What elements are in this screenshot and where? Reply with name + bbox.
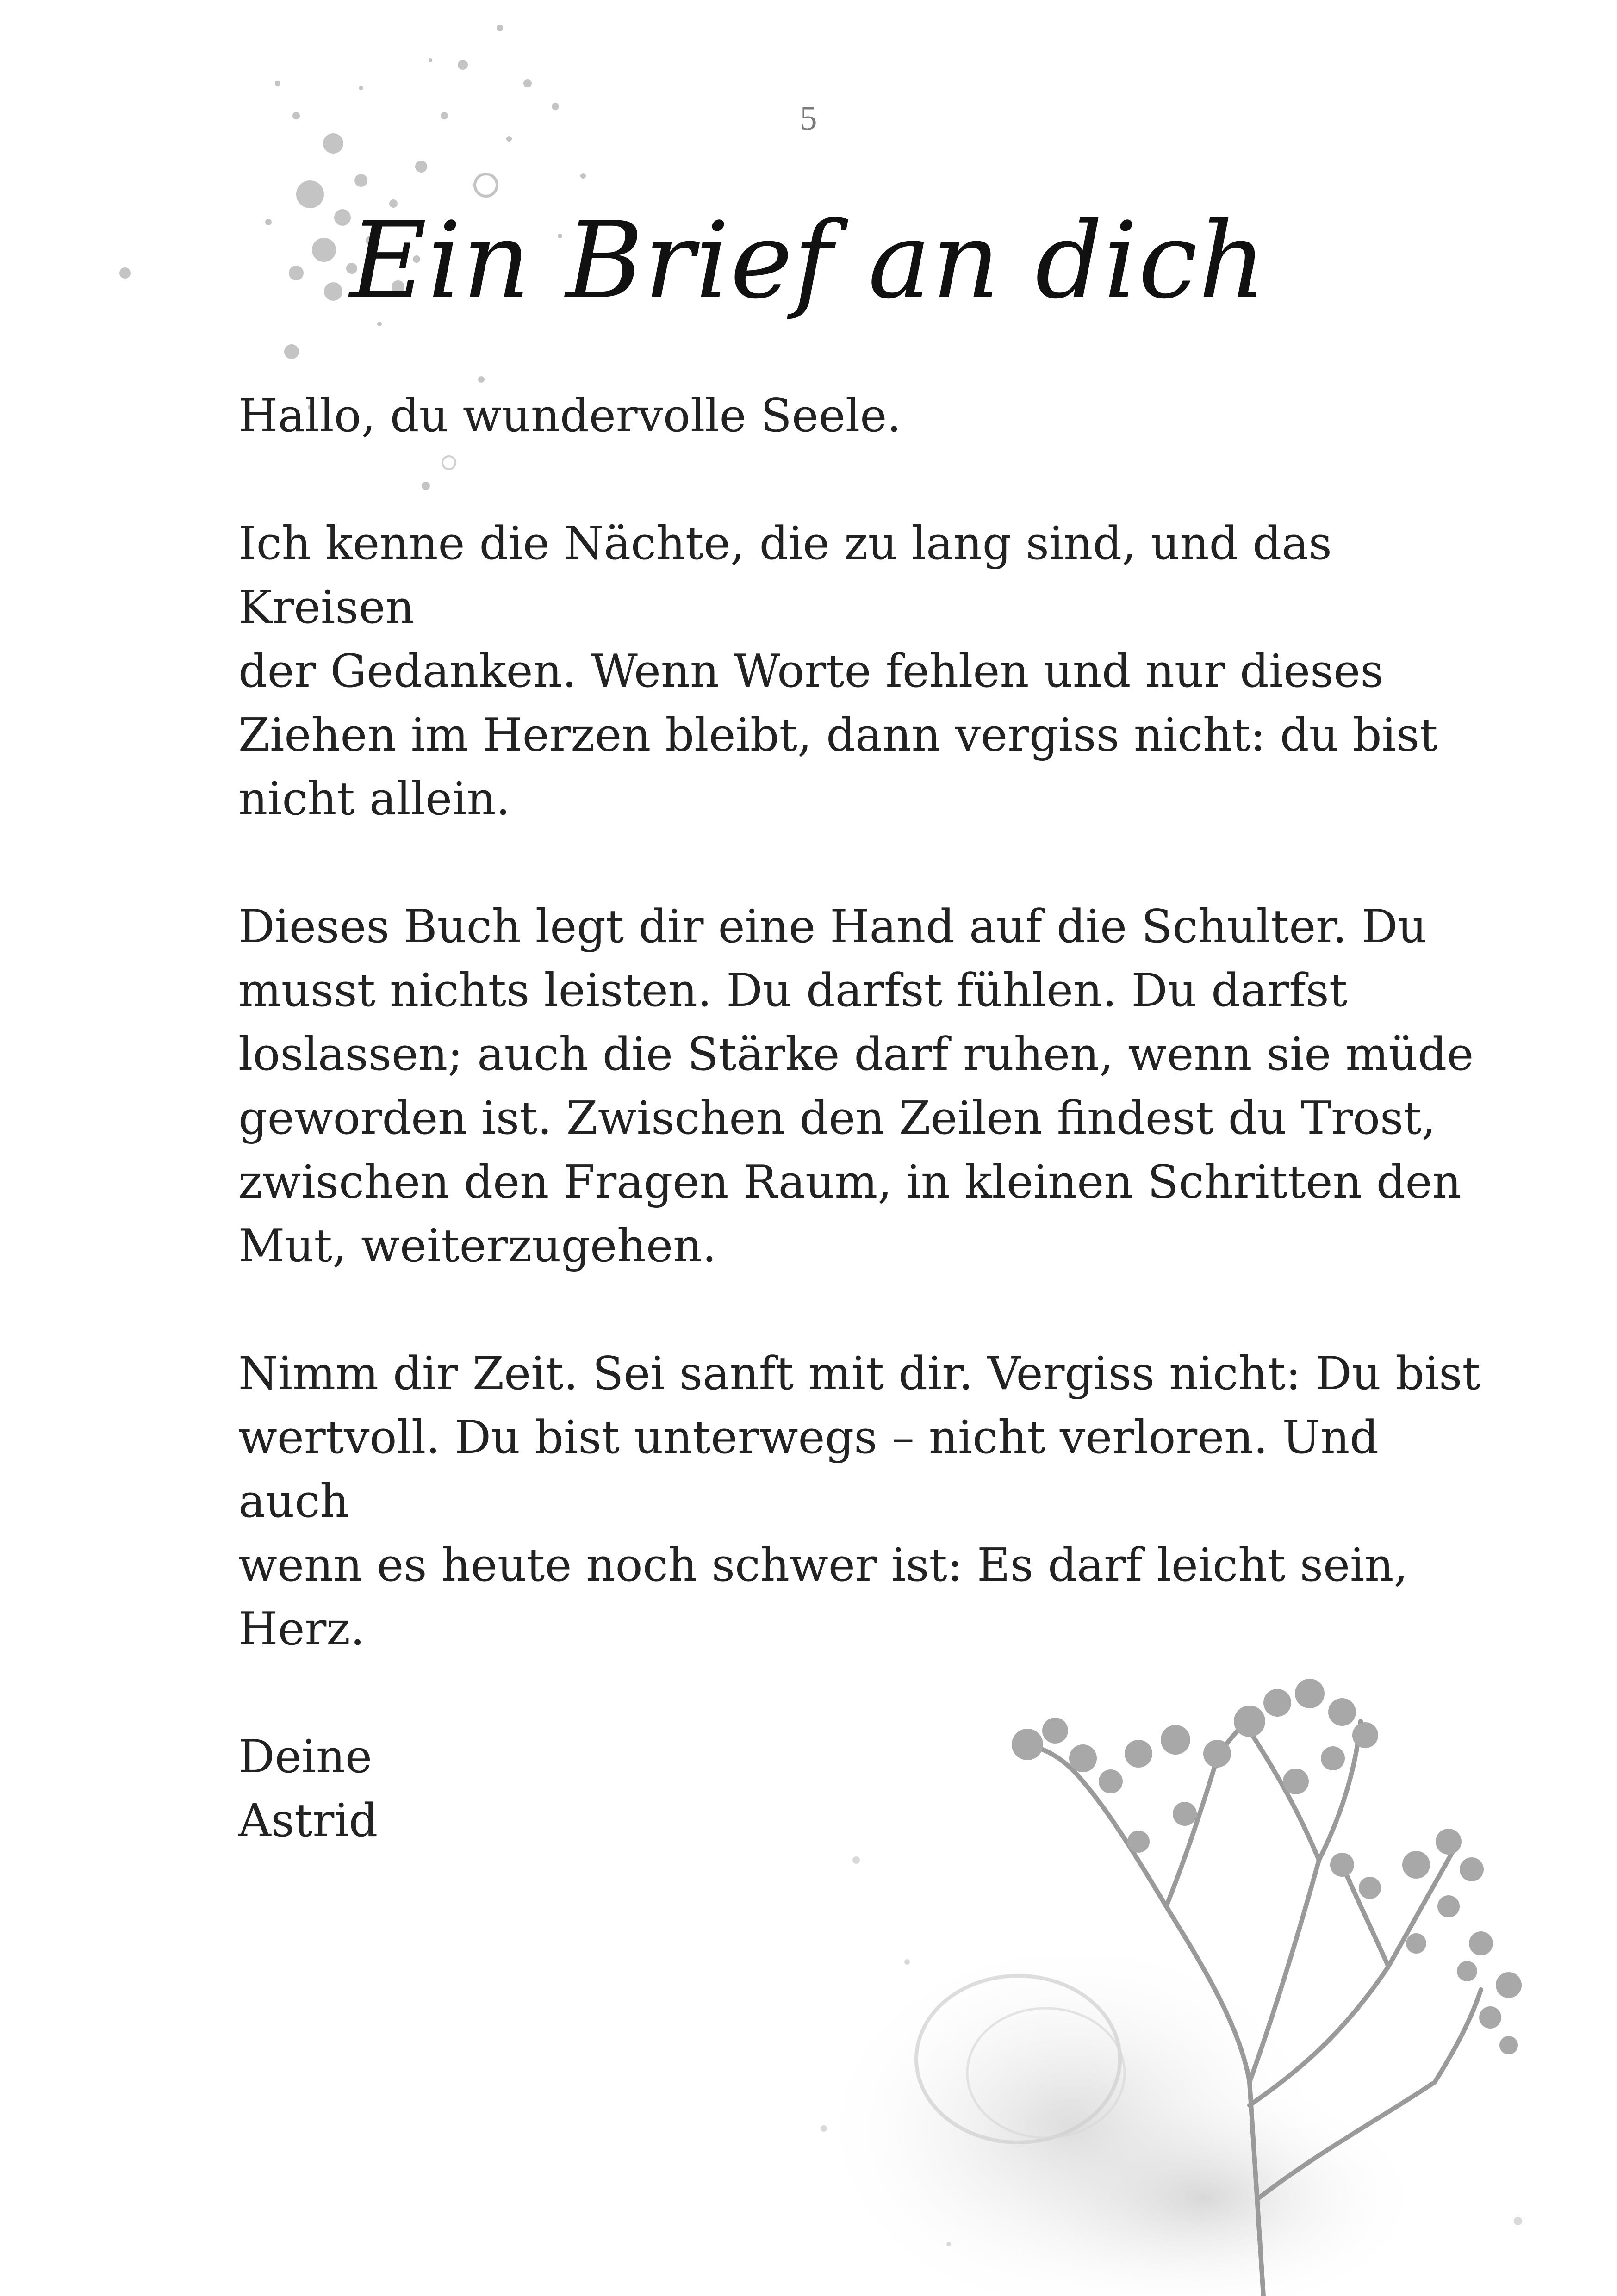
gypsophila-flower-icon [787,1666,1550,2296]
body-paragraph: Ich kenne die Nächte, die zu lang sind, und das Kreisen der Gedanken. Wenn Worte fehlen und nur dieses Ziehen im Herzen bleibt, dann vergiss nicht: du bist nicht allein. [238,517,1438,825]
body-paragraph: Nimm dir Zeit. Sei sanft mit dir. Vergiss nicht: Du bist wertvoll. Du bist unterwegs – nicht verloren. Und auch wenn es heute noch schwer ist: Es darf leicht sein, Herz. [238,1347,1480,1656]
letter-body [238,384,1488,1853]
page-number: 5 [800,99,817,137]
signature-name: Astrid [238,1794,378,1847]
greeting-paragraph: Hallo, du wundervolle Seele. [238,390,902,442]
body-paragraph: Dieses Buch legt dir eine Hand auf die Schulter. Du musst nichts leisten. Du darfst fühlen. Du darfst loslassen; auch die Stärke darf ruhen, wenn sie müde geworden ist. Zwischen den Zeilen findest du Trost, zwischen den Fragen Raum, in kleinen Schritten den Mut, weiterzugehen. [238,900,1474,1272]
signature-closing: Deine [238,1731,373,1783]
page-title: Ein Brief an dich [349,199,1268,322]
